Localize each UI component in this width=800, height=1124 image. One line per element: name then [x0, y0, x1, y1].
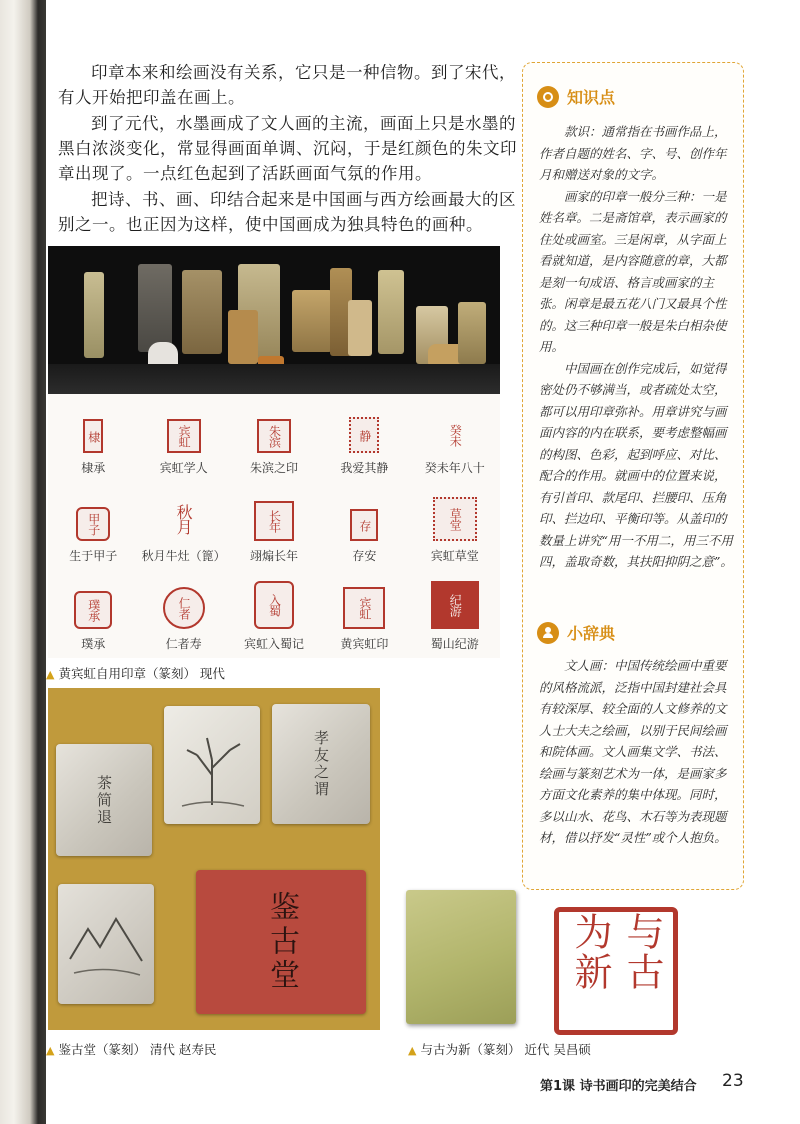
- dictionary-paragraph: 文人画：中国传统绘画中重要的风格流派，泛指中国封建社会具有较深厚、较全面的人文修养的文人士大夫之绘画，以别于民间绘画和院体画。文人画集文学、书法、绘画与篆刻艺术为一体，是画家多方面文化素养的集中体现。同时，多以山水、花鸟、木石等为表现题材，借以抒发“灵性”或个人抱负。: [539, 658, 727, 845]
- triangle-icon: ▲: [46, 668, 55, 681]
- caption-text: 与古为新（篆刻） 近代 吴昌硕: [420, 1042, 591, 1057]
- seal-stone: [458, 302, 486, 364]
- seal-label: 宾虹入蜀记: [243, 637, 304, 651]
- caption-text: 鉴古堂（篆刻） 清代 赵寿民: [58, 1042, 217, 1057]
- seal-impressions-grid: [48, 394, 500, 658]
- seal-label: 秋月牛灶（篦）: [141, 549, 226, 563]
- seal-label: 存安: [352, 549, 377, 563]
- seal-mark: 存: [350, 509, 378, 541]
- seal-impression: [319, 394, 409, 482]
- carved-seal-face: 鉴古堂: [196, 870, 366, 1014]
- seal-mark: 入蜀: [254, 581, 294, 629]
- dictionary-title: 小辞典: [567, 624, 616, 643]
- triangle-icon: ▲: [408, 1044, 417, 1057]
- seal-mark: 宾虹: [343, 587, 385, 629]
- seal-label: 翊煽长年: [249, 549, 298, 563]
- seal-label: 癸未年八十: [424, 461, 485, 475]
- person-icon: [537, 622, 559, 644]
- seal-label: 棣承: [81, 461, 106, 475]
- seal-stone: [138, 264, 172, 352]
- knowledge-title: 知识点: [567, 88, 616, 107]
- knowledge-paragraph: 画家的印章一般分三种：一是姓名章。二是斋馆章，表示画家的住处或画室。三是闲章，从字面上看就知道，是内容随意的章，大都是刻一句成语、格言或画家的主张。闲章是最五花八门又最具个性的。这三种印章一般是朱白相杂使用。: [539, 188, 727, 354]
- seal-mark: 宾虹: [167, 419, 201, 453]
- seal-stones-photo: [48, 246, 500, 394]
- lesson-footer: 第1课 诗书画印的完美结合: [540, 1079, 697, 1094]
- seal-mark: 仁者: [163, 587, 205, 629]
- page-number: 23: [722, 1071, 744, 1091]
- body-text: [58, 60, 518, 238]
- seal-stone: [378, 270, 404, 354]
- landscape-stone: [164, 706, 260, 824]
- yuguweixin-seal-impression: 与古为新: [554, 907, 678, 1035]
- seal-mark: 甲子: [76, 507, 110, 541]
- seal-label: 蜀山纪游: [430, 637, 479, 651]
- seal-label: 朱滨之印: [249, 461, 298, 475]
- impressions-caption: [46, 664, 225, 682]
- seal-stone: [292, 290, 332, 352]
- seal-impression: [229, 482, 319, 570]
- seal-mark: 朱滨: [257, 419, 291, 453]
- seal-impression: [48, 482, 138, 570]
- seal-impression: [319, 570, 409, 658]
- seal-impression: [138, 482, 228, 570]
- seal-mark: 草堂: [433, 497, 477, 541]
- seal-label: 宾虹学人: [159, 461, 208, 475]
- bottom-left-caption: [46, 1040, 216, 1058]
- green-seal-stone: [406, 890, 516, 1024]
- knowledge-heading: [537, 85, 615, 108]
- seal-impression: [48, 394, 138, 482]
- seal-impression: [229, 394, 319, 482]
- knowledge-text: [539, 121, 737, 573]
- mountain-icon: [66, 899, 146, 989]
- seal-mark: 长年: [254, 501, 294, 541]
- knowledge-paragraph: 中国画在创作完成后，如觉得密处仍不够满当，或者疏处太空，都可以用印章弥补。用章讲究与画面内容的内在联系，要考虑整幅画的构图、色彩，起到呼应、对比、配合的作用。就画中的位置来说，有引首印、款尾印、拦腰印、压角印、拦边印、平衡印等。从盖印的数量上讲究“用一不用二，用三不用四，盖取奇数，其扶阳抑阴之意”。: [539, 360, 733, 569]
- seal-mark: 癸未: [448, 424, 463, 446]
- jiangutang-seals-photo: [48, 688, 380, 1030]
- seal-impression: [319, 482, 409, 570]
- seal-impression: [138, 394, 228, 482]
- target-icon: [537, 86, 559, 108]
- seal-label: 我爱其静: [340, 461, 389, 475]
- seal-impression: [138, 570, 228, 658]
- carved-stone: 茶简退: [56, 744, 152, 856]
- caption-text: 黄宾虹自用印章（篆刻） 现代: [58, 666, 225, 681]
- seal-stone: [182, 270, 222, 354]
- seal-label: 璞承: [81, 637, 106, 651]
- dictionary-text: [539, 655, 737, 849]
- seal-impression: [48, 570, 138, 658]
- seal-impression: [410, 482, 500, 570]
- sidebar-box: [522, 62, 744, 890]
- body-paragraph: 印章本来和绘画没有关系，它只是一种信物。到了宋代，有人开始把印盖在画上。: [58, 63, 516, 107]
- tree-icon: [172, 720, 252, 810]
- seal-label: 生于甲子: [69, 549, 118, 563]
- triangle-icon: ▲: [46, 1044, 55, 1057]
- seal-stone: [348, 300, 372, 356]
- landscape-stone: [58, 884, 154, 1004]
- body-paragraph: 把诗、书、画、印结合起来是中国画与西方绘画最大的区别之一。也正因为这样，使中国画成为独具特色的画种。: [58, 190, 516, 234]
- table-reflection: [48, 364, 500, 394]
- seal-impression: [229, 570, 319, 658]
- knowledge-paragraph: 款识：通常指在书画作品上，作者自题的姓名、字、号、创作年月和赠送对象的文字。: [539, 124, 727, 182]
- seal-label: 仁者寿: [165, 637, 202, 651]
- body-paragraph: 到了元代，水墨画成了文人画的主流，画面上只是水墨的黑白浓淡变化，常显得画面单调、沉闷，于是红颜色的朱文印章出现了。一点红色起到了活跃画面气氛的作用。: [58, 114, 517, 183]
- dictionary-heading: [537, 621, 615, 644]
- seal-stone: [228, 310, 258, 364]
- seal-impression: [410, 570, 500, 658]
- seal-mark: 璞承: [74, 591, 112, 629]
- book-spine: [0, 0, 46, 1124]
- seal-mark: 秋月: [174, 504, 194, 534]
- seal-mark: 静: [349, 417, 379, 453]
- carved-stone: 孝友之谓: [272, 704, 370, 824]
- seal-label: 宾虹草堂: [430, 549, 479, 563]
- seal-impression: [410, 394, 500, 482]
- seal-mark: 纪游: [431, 581, 479, 629]
- seal-mark: 棣: [83, 419, 103, 453]
- seal-stone: [84, 272, 104, 358]
- bottom-right-caption: [408, 1040, 591, 1058]
- seal-label: 黄宾虹印: [340, 637, 389, 651]
